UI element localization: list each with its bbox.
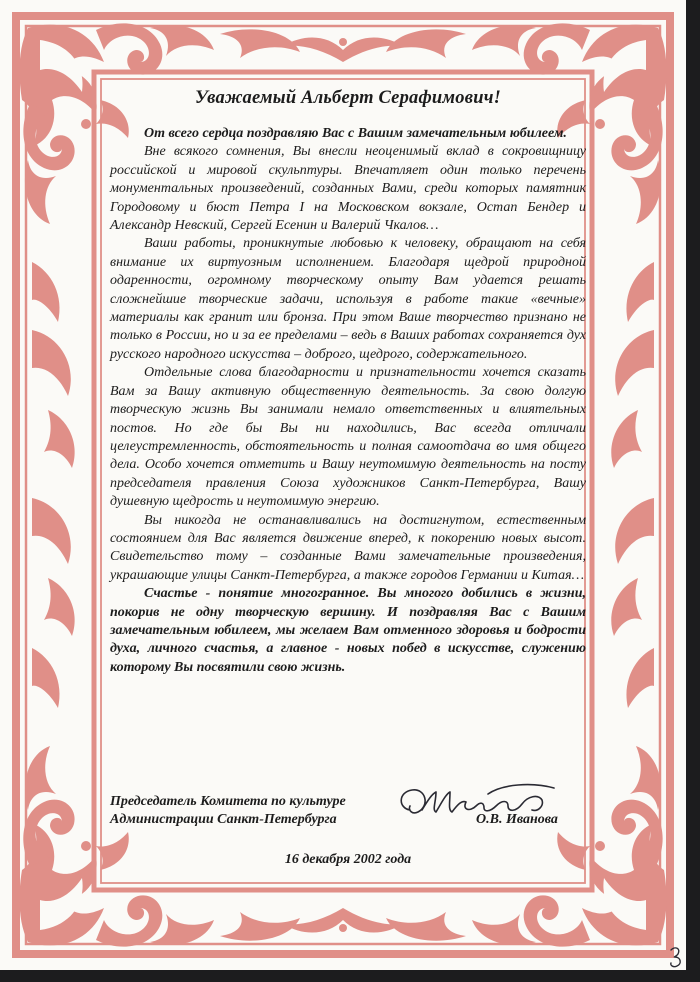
paragraph-works: Ваши работы, проникнутые любовью к человеку, обращают на себя внимание их виртуозным исполнением. Благодаря щедрой природной одаренности, огромному творческому опыту Вам удается решать сложнейшие творческие задачи, используя в работе такие «вечные» материалы как гранит или бронза. При этом Ваше творчество признано не только в России, но и за ее пределами – ведь в Ваших работах сохраняется дух русского народного искусства – доброго, щедрого, содержательного. [110, 236, 586, 362]
signatory-role-line-1: Председатель Комитета по культуре [110, 794, 346, 809]
letter-date: 16 декабря 2002 года [284, 852, 412, 867]
paragraph-opening: От всего сердца поздравляю Вас с Вашим замечательным юбилеем. [144, 126, 567, 141]
paragraph-public-activity: Отдельные слова благодарности и признательности хочется сказать Вам за Вашу активную общественную деятельность. За свою долгую творческую жизнь Вы занимали немало ответственных и влиятельных постов. Но где бы Вы ни находились, Вас всегда отличали целеустремленность, обстоятельность и полная самоотдача во имя общего дела. Особо хочется отметить и Вашу неутомимую деятельность на посту председателя правления Союза художников Санкт-Петербурга, Вашу душевную щедрость и неутомимую энергию. [110, 365, 586, 510]
paragraph-contribution: Вне всякого сомнения, Вы внесли неоценимый вклад в сокровищницу российской и мировой скульптуры. Впечатляет один только перечень монументальных произведений, созданных Вами, среди которых памятник Городовому и бюст Петра I на Московском вокзале, Остап Бендер и Александр Невский, Сергей Есенин и Валерий Чкалов… [110, 144, 586, 234]
letter-body [110, 88, 586, 677]
paragraph-wishes: Счастье - понятие многогранное. Вы многого добились в жизни, покорив не одну творческую вершину. И поздравляя Вас с Вашим замечательным юбилеем, мы желаем Вам отменного здоровья и бодрости духа, личного счастья, а главное - новых побед в искусстве, служению которому Вы посвятили свою жизнь. [110, 586, 586, 675]
paragraph-achievements: Вы никогда не останавливались на достигнутом, естественным состоянием для Вас является движение вперед, к покорению новых высот. Свидетельство тому – созданные Вами замечательные произведения, украшающие улицы Санкт-Петербурга, а также городов Германии и Китая… [110, 512, 586, 583]
signatory-role-line-2: Администрации Санкт-Петербурга [110, 812, 337, 827]
signatory-name: О.В. Иванова [476, 812, 558, 827]
signature-block [110, 790, 586, 850]
salutation: Уважаемый Альберт Серафимович! [194, 88, 502, 108]
handwritten-folio-number-icon [666, 944, 686, 970]
